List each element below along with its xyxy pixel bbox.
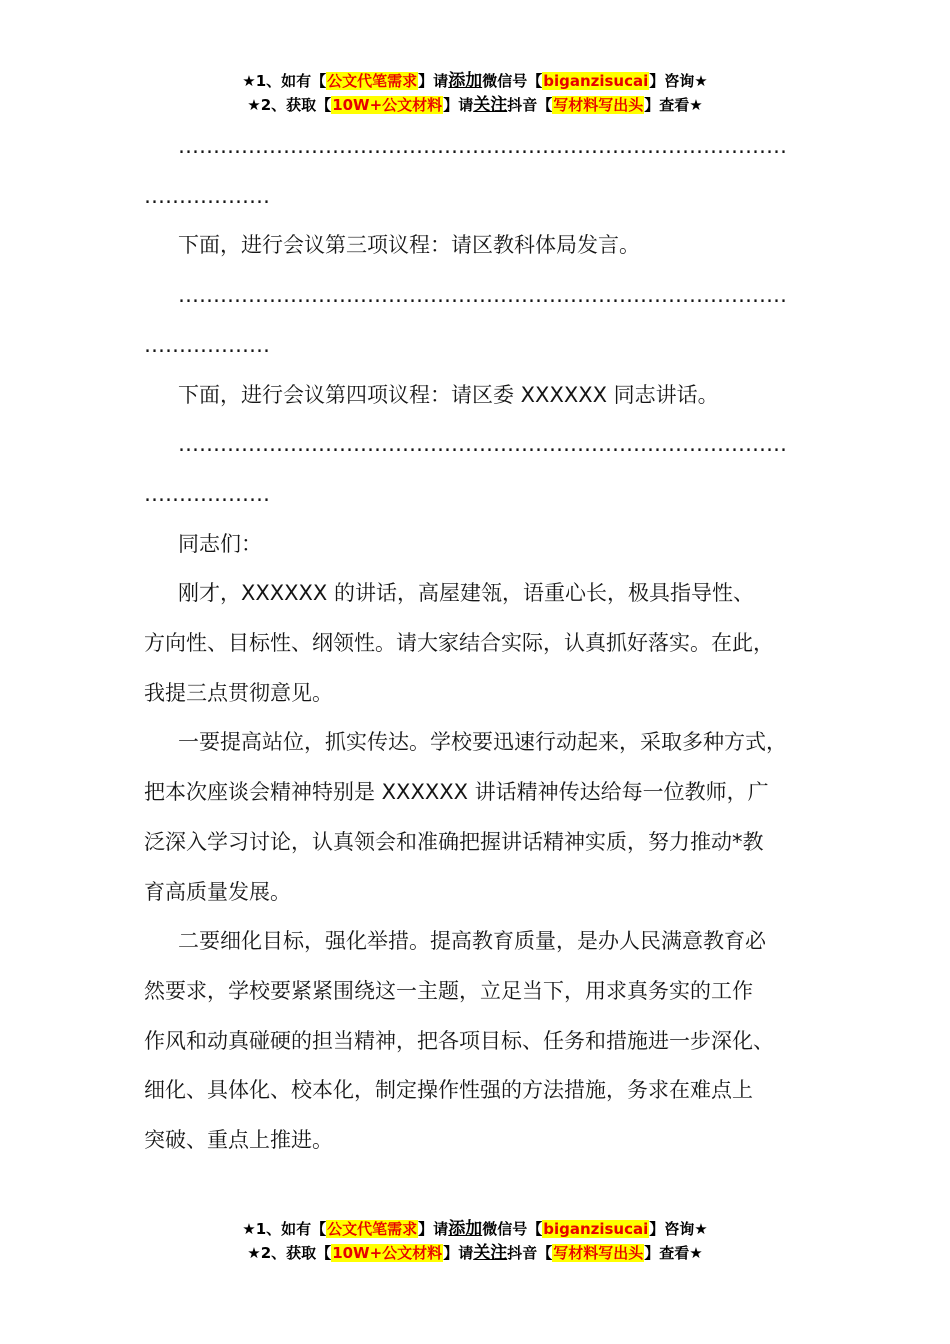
agenda-item-4: 下面，进行会议第四项议程：请区委 XXXXXX 同志讲话。	[178, 382, 719, 407]
highlight-ghostwriting: 公文代笔需求	[327, 1220, 418, 1238]
paragraph-1-line: 我提三点贯彻意见。	[144, 680, 333, 705]
paragraph-2-line: 一要提高站位，抓实传达。学校要迅速行动起来，采取多种方式，	[178, 730, 787, 755]
banner-text: 抖音【	[507, 1244, 553, 1262]
banner-text: 】请	[418, 1220, 449, 1238]
banner-line-1	[0, 1217, 950, 1241]
salutation: 同志们：	[178, 531, 262, 556]
paragraph-1-line: 刚才，XXXXXX 的讲话，高屋建瓴，语重心长，极具指导性、	[178, 581, 754, 606]
banner-text: ★1、如有【	[242, 72, 327, 90]
highlight-materials: 10W+公文材料	[332, 96, 443, 114]
banner-text: 抖音【	[507, 96, 553, 114]
underlined-text: 关注	[473, 1243, 508, 1263]
banner-text: 】查看★	[644, 1244, 703, 1262]
paragraph-3-line: 然要求，学校要紧紧围绕这一主题，立足当下，用求真务实的工作	[144, 978, 753, 1003]
agenda-item-3: 下面，进行会议第三项议程：请区教科体局发言。	[178, 233, 640, 258]
paragraph-3-line: 二要细化目标，强化举措。提高教育质量，是办人民满意教育必	[178, 929, 766, 954]
paragraph-2-line: 育高质量发展。	[144, 879, 291, 904]
banner-text: 】咨询★	[649, 72, 708, 90]
paragraph-1-line: 方向性、目标性、纲领性。请大家结合实际，认真抓好落实。在此，	[144, 631, 774, 656]
highlight-ghostwriting: 公文代笔需求	[327, 72, 418, 90]
paragraph-3-line: 细化、具体化、校本化，制定操作性强的方法措施，务求在难点上	[144, 1078, 753, 1103]
banner-line-1	[0, 69, 950, 93]
highlight-wechat-id: biganzisucai	[543, 1220, 649, 1238]
banner-text: 】请	[418, 72, 449, 90]
highlight-wechat-id: biganzisucai	[543, 72, 649, 90]
document-body	[144, 122, 824, 1166]
paragraph-2-line: 泛深入学习讨论，认真领会和准确把握讲话精神实质，努力推动*教	[144, 829, 764, 854]
footer-banner	[0, 1217, 950, 1265]
paragraph-3-line: 作风和动真碰硬的担当精神，把各项目标、任务和措施进一步深化、	[144, 1028, 774, 1053]
banner-line-2	[0, 1241, 950, 1265]
banner-text: 】请	[443, 1244, 474, 1262]
paragraph-3-line: 突破、重点上推进。	[144, 1128, 333, 1153]
highlight-douyin-account: 写材料写出头	[553, 96, 644, 114]
banner-text: 】查看★	[644, 96, 703, 114]
ellipsis-line: ………………	[144, 481, 270, 506]
paragraph-2-line: 把本次座谈会精神特别是 XXXXXX 讲话精神传达给每一位教师，广	[144, 780, 769, 805]
ellipsis-line: ………………	[144, 183, 270, 208]
underlined-text: 添加	[448, 1219, 483, 1239]
underlined-text: 添加	[448, 71, 483, 91]
banner-text: ★2、获取【	[247, 1244, 332, 1262]
banner-text: 微信号【	[482, 1220, 543, 1238]
highlight-douyin-account: 写材料写出头	[553, 1244, 644, 1262]
banner-line-2	[0, 93, 950, 117]
ellipsis-line: ………………	[144, 332, 270, 357]
underlined-text: 关注	[473, 95, 508, 115]
header-banner	[0, 69, 950, 117]
banner-text: ★2、获取【	[247, 96, 332, 114]
highlight-materials: 10W+公文材料	[332, 1244, 443, 1262]
banner-text: 】咨询★	[649, 1220, 708, 1238]
ellipsis-line: ……………………………………………………………………………	[178, 283, 787, 308]
banner-text: 微信号【	[482, 72, 543, 90]
ellipsis-line: ……………………………………………………………………………	[178, 432, 787, 457]
ellipsis-line: ……………………………………………………………………………	[178, 134, 787, 158]
banner-text: ★1、如有【	[242, 1220, 327, 1238]
banner-text: 】请	[443, 96, 474, 114]
